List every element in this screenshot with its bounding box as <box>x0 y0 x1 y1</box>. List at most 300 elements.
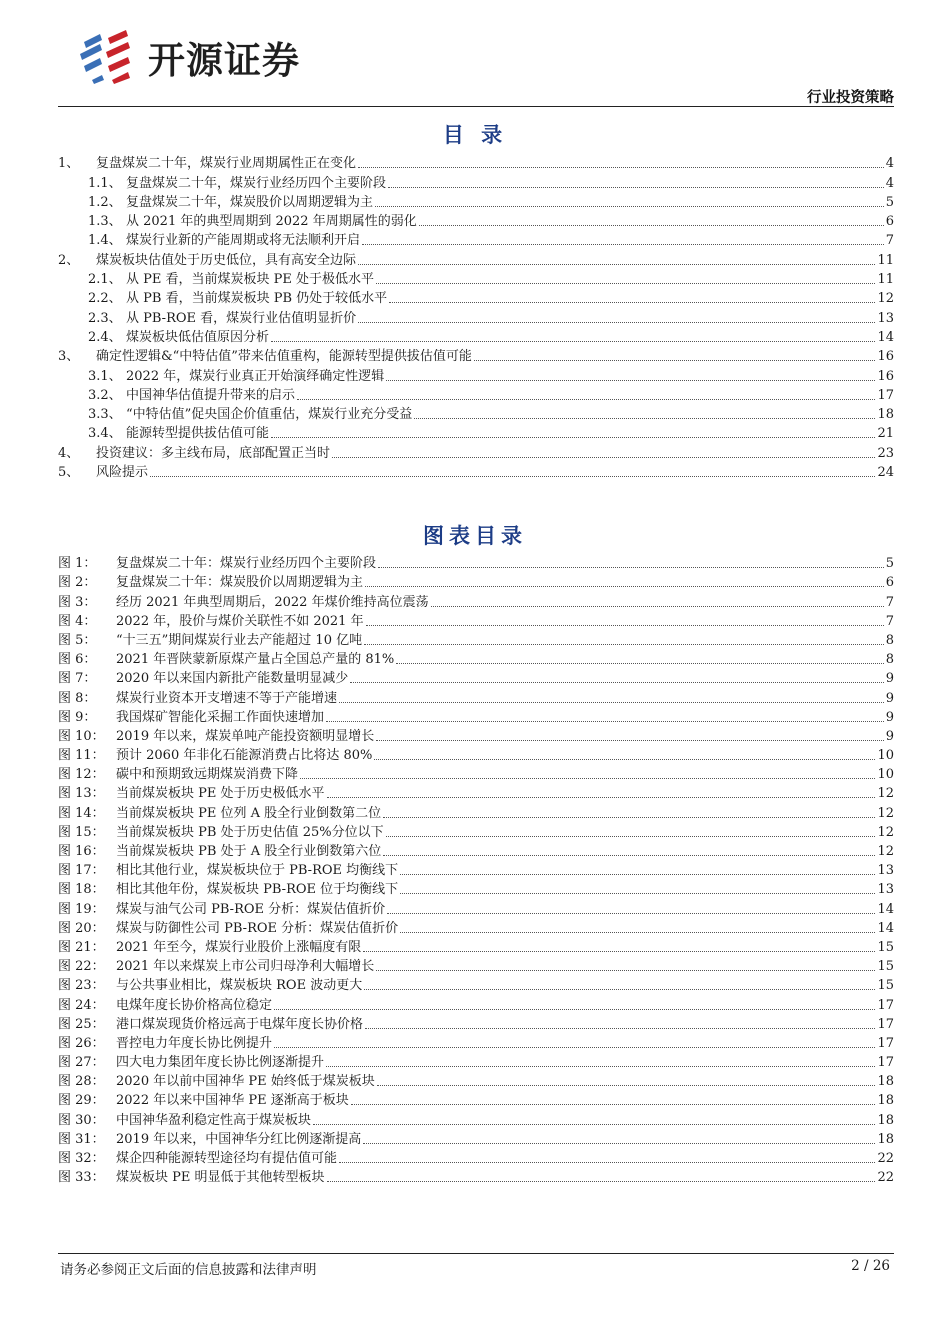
toc-entry-title: 复盘煤炭二十年，煤炭行业周期属性正在变化 <box>96 156 357 172</box>
figure-entry-title: 复盘煤炭二十年：煤炭股价以周期逻辑为主 <box>116 575 364 591</box>
toc-entry-number: 1.1、 <box>88 175 122 191</box>
dot-leader <box>365 1028 875 1029</box>
figure-entry-title: 经历 2021 年典型周期后，2022 年煤价维持高位震荡 <box>116 594 429 610</box>
figure-entry-number: 图 27： <box>58 1055 105 1071</box>
figure-entry[interactable] <box>58 822 894 841</box>
figure-entry-number: 图 6： <box>58 652 97 668</box>
dot-leader <box>374 759 875 760</box>
toc-entry-number: 2、 <box>58 252 80 268</box>
figure-entry-title: 复盘煤炭二十年：煤炭行业经历四个主要阶段 <box>116 556 377 572</box>
toc-entry-title: 能源转型提供拔估值可能 <box>126 426 270 442</box>
figure-entry-label <box>58 652 394 668</box>
figure-entry[interactable] <box>58 1014 894 1033</box>
figure-entry-label <box>58 1151 337 1167</box>
figure-entry-number: 图 20： <box>58 920 105 936</box>
figure-entry[interactable] <box>58 1071 894 1090</box>
figure-entry-title: 四大电力集团年度长协比例逐渐提升 <box>116 1055 325 1071</box>
figure-entry-page: 13 <box>877 882 894 898</box>
dot-leader <box>358 264 875 265</box>
toc-entry-title: 确定性逻辑&“中特估值”带来估值重构，能源转型提供拔估值可能 <box>96 349 472 365</box>
toc-entry-number: 3.4、 <box>88 426 122 442</box>
figure-entry[interactable] <box>58 937 894 956</box>
toc-entry-label <box>58 349 472 365</box>
dot-leader <box>363 1143 875 1144</box>
figure-entry-number: 图 15： <box>58 824 105 840</box>
figure-entry-label <box>58 786 325 802</box>
toc-entry-page: 5 <box>885 194 894 210</box>
toc-entry[interactable] <box>58 230 894 249</box>
toc-entry[interactable] <box>58 249 894 268</box>
toc-entry-page: 7 <box>885 233 894 249</box>
figure-entry-page: 6 <box>885 575 894 591</box>
figure-entry-number: 图 31： <box>58 1131 105 1147</box>
toc-title: 目 录 <box>442 123 508 147</box>
dot-leader <box>274 1009 875 1010</box>
figure-entry-number: 图 11： <box>58 748 105 764</box>
toc-entry[interactable] <box>58 172 894 191</box>
figure-entry-number: 图 4： <box>58 613 97 629</box>
figure-entry-label <box>58 691 337 707</box>
figure-entry-label <box>58 1036 272 1052</box>
toc-entry-label <box>88 291 387 307</box>
toc-entry-label <box>58 156 356 172</box>
toc-entry-page: 24 <box>877 465 894 481</box>
toc-entry-number: 2.2、 <box>88 291 122 307</box>
figure-entry-page: 9 <box>885 671 894 687</box>
document-type: 行业投资策略 <box>807 90 894 106</box>
dot-leader <box>274 1047 875 1048</box>
toc-entry[interactable] <box>58 385 894 404</box>
figure-entry-page: 7 <box>885 613 894 629</box>
figure-entry-number: 图 1： <box>58 556 97 572</box>
dot-leader <box>414 418 875 419</box>
figure-entry-label <box>58 614 364 630</box>
figure-entry[interactable] <box>58 707 894 726</box>
dot-leader <box>377 1085 876 1086</box>
toc-entry[interactable] <box>58 442 894 461</box>
figure-entry[interactable] <box>58 1052 894 1071</box>
figure-entry-label <box>58 748 372 764</box>
figure-entry-title: 2019 年以来，中国神华分红比例逐渐提高 <box>116 1131 362 1147</box>
figure-entry-label <box>58 633 362 649</box>
toc-entry-number: 3.3、 <box>88 407 122 423</box>
figure-entry[interactable] <box>58 956 894 975</box>
figure-entry-label <box>58 902 385 918</box>
toc-entry-page: 14 <box>877 329 894 345</box>
figure-entry-title: 相比其他年份，煤炭板块 PB-ROE 位于均衡线下 <box>116 882 399 898</box>
toc-entry-number: 1、 <box>58 156 80 172</box>
figure-entry-number: 图 18： <box>58 882 105 898</box>
toc-entry[interactable] <box>58 346 894 365</box>
dot-leader <box>383 855 875 856</box>
dot-leader <box>396 663 883 664</box>
dot-leader <box>350 682 884 683</box>
figure-entry-page: 12 <box>877 824 894 840</box>
figure-entry-title: 碳中和预期致远期煤炭消费下降 <box>116 767 299 783</box>
footer-disclaimer: 请务必参阅正文后面的信息披露和法律声明 <box>60 1262 317 1278</box>
figure-entry-number: 图 13： <box>58 786 105 802</box>
figure-entry-title: “十三五”期间煤炭行业去产能超过 10 亿吨 <box>116 632 363 648</box>
figure-entry-number: 图 23： <box>58 978 105 994</box>
figure-entry-page: 9 <box>885 690 894 706</box>
toc-entry-page: 21 <box>877 426 894 442</box>
figure-entry-label <box>58 575 363 591</box>
dot-leader <box>400 932 875 933</box>
toc-entry-label <box>88 195 373 211</box>
toc-entry-title: 煤炭行业新的产能周期或将无法顺利开启 <box>126 233 361 249</box>
figure-entry-title: 2020 年以来国内新批产能数量明显减少 <box>116 671 349 687</box>
figure-entry-number: 图 8： <box>58 690 97 706</box>
figure-entry-page: 22 <box>877 1170 894 1186</box>
toc-entry[interactable] <box>58 462 894 481</box>
toc-entry-title: 煤炭板块低估值原因分析 <box>126 329 270 345</box>
figure-entry-title: 当前煤炭板块 PB 处于 A 股全行业倒数第六位 <box>116 844 382 859</box>
dot-leader <box>271 341 875 342</box>
dot-leader <box>326 1066 875 1067</box>
figure-entry[interactable] <box>58 1109 894 1128</box>
figure-entry-title: 我国煤矿智能化采掘工作面快速增加 <box>116 709 325 725</box>
toc-entry-label <box>88 233 360 249</box>
toc-entry-label <box>58 446 330 462</box>
figure-entry[interactable] <box>58 783 894 802</box>
toc-entry-number: 4、 <box>58 445 80 461</box>
figure-entry-title: 煤炭板块 PE 明显低于其他转型板块 <box>116 1170 325 1186</box>
dot-leader <box>419 225 884 226</box>
figure-entry[interactable] <box>58 1090 894 1109</box>
figure-entry-title: 2019 年以来，煤炭单吨产能投资额明显增长 <box>116 728 375 744</box>
toc-entry[interactable] <box>58 288 894 307</box>
figure-entry-title: 中国神华盈利稳定性高于煤炭板块 <box>116 1112 312 1128</box>
figure-entry-number: 图 30： <box>58 1112 105 1128</box>
dot-leader <box>339 702 884 703</box>
dot-leader <box>400 874 875 875</box>
toc-entry-page: 13 <box>877 310 894 326</box>
logo-text: 开源证券 <box>148 39 300 82</box>
toc-entry-title: 从 PB-ROE 看，煤炭行业估值明显折价 <box>126 310 357 326</box>
figure-entry-label <box>58 921 398 937</box>
toc-entry-label <box>88 407 412 423</box>
dot-leader <box>383 817 875 818</box>
figure-entry-number: 图 7： <box>58 671 97 687</box>
figure-entry-title: 2021 年以来煤炭上市公司归母净利大幅增长 <box>116 959 375 975</box>
figure-entry-label <box>58 940 361 956</box>
toc-entry[interactable] <box>58 153 894 172</box>
figure-entry-number: 图 33： <box>58 1170 105 1186</box>
dot-leader <box>376 283 875 284</box>
figure-entry-page: 10 <box>877 748 894 764</box>
figure-entry-number: 图 3： <box>58 594 97 610</box>
figure-entry-label <box>58 556 376 572</box>
figure-entry-label <box>58 710 324 726</box>
toc-entry-label <box>88 214 417 230</box>
logo-mark-icon <box>78 30 140 84</box>
figure-entry[interactable] <box>58 630 894 649</box>
figure-entry[interactable] <box>58 764 894 783</box>
toc-entry-page: 11 <box>877 252 894 268</box>
toc-entry-page: 23 <box>877 445 894 461</box>
toc-entry-label <box>88 388 295 404</box>
dot-leader <box>386 836 876 837</box>
figure-entry-number: 图 21： <box>58 939 105 955</box>
toc-entry-title: 煤炭板块估值处于历史低位，具有高安全边际 <box>96 252 357 268</box>
figure-entry-page: 17 <box>877 1055 894 1071</box>
toc-entry-label <box>88 311 356 327</box>
dot-leader <box>326 721 884 722</box>
dot-leader <box>388 187 884 188</box>
figure-entry-title: 2022 年以来中国神华 PE 逐渐高于板块 <box>116 1093 349 1109</box>
figure-entry-page: 15 <box>877 939 894 955</box>
dot-leader <box>389 302 875 303</box>
toc-entry-title: 投资建议：多主线布局，底部配置正当时 <box>96 445 331 461</box>
toc-entry-label <box>88 369 384 385</box>
dot-leader <box>376 740 884 741</box>
figure-entry-page: 17 <box>877 1016 894 1032</box>
dot-leader <box>431 606 884 607</box>
figure-entry-number: 图 29： <box>58 1093 105 1109</box>
figure-entry-page: 14 <box>877 901 894 917</box>
toc-entry[interactable] <box>58 423 894 442</box>
figure-entry[interactable] <box>58 1167 894 1186</box>
dot-leader <box>327 797 876 798</box>
figure-entry-title: 预计 2060 年非化石能源消费占比将达 80% <box>116 748 373 764</box>
dot-leader <box>386 380 875 381</box>
figure-entry[interactable] <box>58 726 894 745</box>
figure-entry-number: 图 32： <box>58 1151 105 1166</box>
figure-entry-page: 18 <box>877 1131 894 1147</box>
figure-entry[interactable] <box>58 879 894 898</box>
dot-leader <box>358 322 875 323</box>
figure-entry-page: 7 <box>885 594 894 610</box>
toc-entry-label <box>88 330 269 346</box>
figure-entry-page: 12 <box>877 805 894 821</box>
dot-leader <box>332 457 875 458</box>
figure-entry-label <box>58 959 374 975</box>
dot-leader <box>339 1162 875 1163</box>
toc-entry-title: 风险提示 <box>96 465 149 481</box>
figure-entry-number: 图 10： <box>58 728 105 744</box>
toc-list <box>58 153 894 481</box>
dot-leader <box>358 167 884 168</box>
figure-entry-page: 8 <box>885 632 894 648</box>
toc-entry-number: 5、 <box>58 465 80 481</box>
figure-entry-page: 18 <box>877 1074 894 1090</box>
figure-entry-number: 图 16： <box>58 844 105 859</box>
figure-entry[interactable] <box>58 860 894 879</box>
figure-entry[interactable] <box>58 918 894 937</box>
toc-entry-page: 16 <box>877 349 894 365</box>
figure-entry-number: 图 5： <box>58 632 97 648</box>
figure-entry-label <box>58 998 272 1014</box>
figure-entry-title: 2021 年至今，煤炭行业股价上涨幅度有限 <box>116 939 362 955</box>
figure-entry-page: 14 <box>877 920 894 936</box>
page-number: 2 / 26 <box>851 1258 890 1274</box>
figure-entry-label <box>58 1170 325 1186</box>
figure-entry[interactable] <box>58 572 894 591</box>
figure-entry-label <box>58 882 398 898</box>
figure-entry-page: 17 <box>877 997 894 1013</box>
toc-entry[interactable] <box>58 365 894 384</box>
figure-entry-number: 图 22： <box>58 959 105 975</box>
figure-entry-number: 图 17： <box>58 863 105 879</box>
figure-entry-page: 15 <box>877 959 894 975</box>
figure-entry-label <box>58 595 429 611</box>
toc-entry[interactable] <box>58 404 894 423</box>
figure-entry-title: 晋控电力年度长协比例提升 <box>116 1035 273 1051</box>
toc-entry-page: 16 <box>877 368 894 384</box>
figure-entry[interactable] <box>58 611 894 630</box>
dot-leader <box>300 778 875 779</box>
figure-entry-title: 当前煤炭板块 PE 处于历史极低水平 <box>116 786 325 802</box>
toc-entry-title: 从 2021 年的典型周期到 2022 年周期属性的弱化 <box>126 214 417 230</box>
figure-entry-title: 煤炭与油气公司 PB-ROE 分析：煤炭估值折价 <box>116 901 386 917</box>
figure-entry[interactable] <box>58 898 894 917</box>
dot-leader <box>327 1181 876 1182</box>
figure-entry-label <box>58 671 348 687</box>
toc-entry[interactable] <box>58 211 894 230</box>
figure-entry[interactable] <box>58 975 894 994</box>
header-divider <box>58 106 894 107</box>
figure-entry-title: 2020 年以前中国神华 PE 始终低于煤炭板块 <box>116 1074 375 1090</box>
figure-entry-title: 煤炭与防御性公司 PB-ROE 分析：煤炭估值折价 <box>116 920 399 936</box>
dot-leader <box>366 625 884 626</box>
figure-entry-title: 当前煤炭板块 PE 位列 A 股全行业倒数第二位 <box>116 805 382 821</box>
figure-entry-number: 图 24： <box>58 997 105 1013</box>
dot-leader <box>271 437 875 438</box>
figure-entry-number: 图 26： <box>58 1035 105 1051</box>
figure-entry-label <box>58 1132 361 1148</box>
toc-entry-number: 2.1、 <box>88 272 122 288</box>
figure-entry-page: 12 <box>877 844 894 859</box>
toc-entry-title: 从 PE 看，当前煤炭板块 PE 处于极低水平 <box>126 272 375 288</box>
figure-entry-label <box>58 806 381 822</box>
figure-entry-title: 2021 年晋陕蒙新原煤产量占全国总产量的 81% <box>116 652 395 668</box>
figure-entry-label <box>58 978 362 994</box>
toc-entry-page: 11 <box>877 272 894 288</box>
toc-entry[interactable] <box>58 192 894 211</box>
toc-entry-label <box>58 465 148 481</box>
toc-entry-title: 复盘煤炭二十年，煤炭股价以周期逻辑为主 <box>126 194 374 210</box>
dot-leader <box>375 206 884 207</box>
figure-entry[interactable] <box>58 649 894 668</box>
dot-leader <box>378 567 884 568</box>
figure-entry-number: 图 28： <box>58 1074 105 1090</box>
figure-entry-page: 5 <box>885 556 894 572</box>
toc-entry-page: 4 <box>885 156 894 172</box>
toc-entry-number: 3、 <box>58 349 80 365</box>
toc-entry[interactable] <box>58 327 894 346</box>
toc-entry-number: 1.4、 <box>88 233 122 249</box>
toc-entry-number: 2.3、 <box>88 310 122 326</box>
figure-entry-title: 港口煤炭现货价格远高于电煤年度长协价格 <box>116 1016 364 1032</box>
figure-entry[interactable] <box>58 745 894 764</box>
figure-entry[interactable] <box>58 1033 894 1052</box>
figure-entry-title: 当前煤炭板块 PB 处于历史估值 25%分位以下 <box>116 824 384 840</box>
figure-entry-page: 13 <box>877 863 894 879</box>
figure-entry-page: 12 <box>877 786 894 802</box>
figure-entry[interactable] <box>58 668 894 687</box>
toc-entry-title: 复盘煤炭二十年，煤炭行业经历四个主要阶段 <box>126 175 387 191</box>
toc-entry-number: 1.3、 <box>88 214 122 230</box>
figure-entry[interactable] <box>58 841 894 860</box>
toc-entry-page: 12 <box>877 291 894 307</box>
figure-entry-title: 相比其他行业，煤炭板块位于 PB-ROE 均衡线下 <box>116 863 399 879</box>
toc-entry-title: 中国神华估值提升带来的启示 <box>126 387 296 403</box>
toc-entry[interactable] <box>58 307 894 326</box>
figure-entry-title: 电煤年度长协价格高位稳定 <box>116 997 273 1013</box>
dot-leader <box>297 399 875 400</box>
figure-entry-number: 图 19： <box>58 901 105 917</box>
figure-entry-label <box>58 767 298 783</box>
toc-entry-label <box>58 253 356 269</box>
figure-entry-label <box>58 729 374 745</box>
dot-leader <box>376 970 875 971</box>
figure-entry-page: 18 <box>877 1112 894 1128</box>
dot-leader <box>150 476 875 477</box>
figure-entry-page: 8 <box>885 652 894 668</box>
toc-entry-title: 从 PB 看，当前煤炭板块 PB 仍处于较低水平 <box>126 291 388 307</box>
footer-divider <box>58 1253 894 1254</box>
toc-entry-number: 1.2、 <box>88 194 122 210</box>
toc-entry-title: “中特估值”促央国企价值重估，煤炭行业充分受益 <box>126 407 413 423</box>
toc-entry-page: 17 <box>877 387 894 403</box>
figure-entry[interactable] <box>58 687 894 706</box>
dot-leader <box>474 360 876 361</box>
figure-entry-label <box>58 1074 375 1090</box>
company-logo <box>78 30 300 84</box>
toc-entry-label <box>88 272 374 288</box>
toc-entry-number: 2.4、 <box>88 329 122 345</box>
figure-entry[interactable] <box>58 591 894 610</box>
dot-leader <box>364 989 875 990</box>
figure-entry-page: 18 <box>877 1093 894 1109</box>
figure-entry-label <box>58 825 384 841</box>
dot-leader <box>351 1104 876 1105</box>
figure-entry[interactable] <box>58 802 894 821</box>
figure-entry-number: 图 9： <box>58 709 97 725</box>
figure-entry-page: 17 <box>877 1035 894 1051</box>
figure-entry-page: 9 <box>885 709 894 725</box>
toc-entry-page: 4 <box>885 175 894 191</box>
dot-leader <box>362 244 884 245</box>
figure-entry-label <box>58 1093 349 1109</box>
figure-entry-label <box>58 1055 324 1071</box>
figure-entry-page: 10 <box>877 767 894 783</box>
figure-list-title: 图表目录 <box>423 524 527 548</box>
figure-entry-number: 图 12： <box>58 767 105 783</box>
figure-entry-number: 图 25： <box>58 1016 105 1032</box>
figure-entry-title: 煤炭行业资本开支增速不等于产能增速 <box>116 690 338 706</box>
dot-leader <box>364 644 884 645</box>
toc-entry-label <box>88 176 386 192</box>
figure-entry-label <box>58 1017 363 1033</box>
figure-entry-title: 煤企四种能源转型途径均有提估值可能 <box>116 1151 338 1166</box>
dot-leader <box>365 586 884 587</box>
figure-entry-title: 与公共事业相比，煤炭板块 ROE 波动更大 <box>116 978 363 994</box>
figure-entry[interactable] <box>58 1129 894 1148</box>
dot-leader <box>363 951 875 952</box>
toc-entry-label <box>88 426 269 442</box>
figure-entry[interactable] <box>58 553 894 572</box>
toc-entry[interactable] <box>58 269 894 288</box>
figure-entry-title: 2022 年，股价与煤价关联性不如 2021 年 <box>116 613 364 629</box>
toc-entry-page: 18 <box>877 407 894 423</box>
figure-entry-number: 图 14： <box>58 805 105 821</box>
dot-leader <box>400 893 875 894</box>
figure-entry[interactable] <box>58 1148 894 1167</box>
figure-entry-page: 9 <box>885 728 894 744</box>
toc-entry-title: 2022 年，煤炭行业真正开始演绎确定性逻辑 <box>126 368 385 384</box>
figure-entry[interactable] <box>58 994 894 1013</box>
